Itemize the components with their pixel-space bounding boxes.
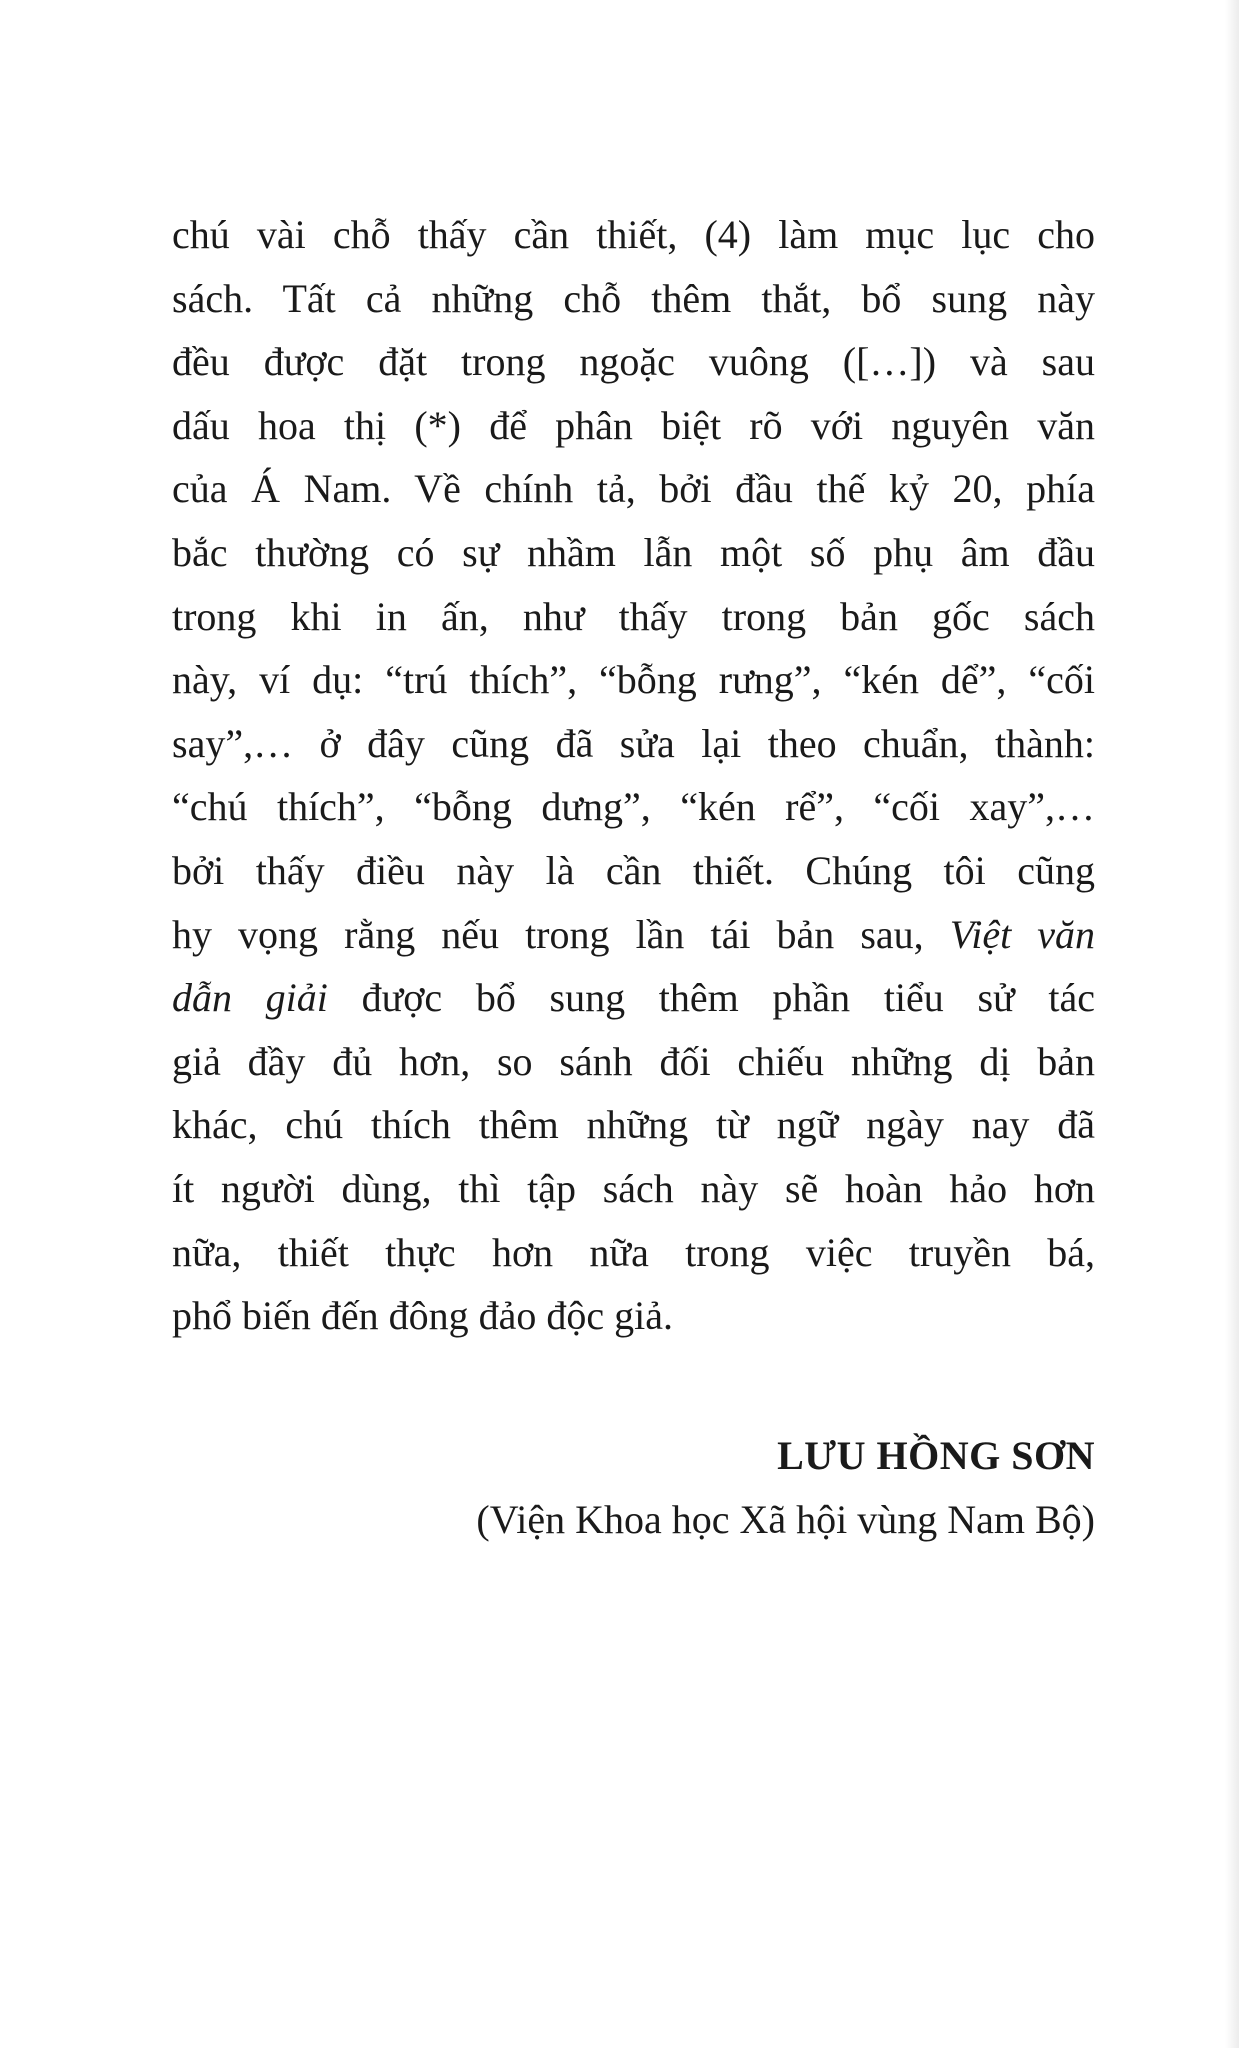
body-paragraph: [172, 203, 1095, 1348]
page-edge-shadow: [1225, 0, 1239, 2048]
text-segment: của Á Nam. Về chính tả, bởi đầu thế kỷ 20, phía: [172, 466, 1095, 512]
text-line: [172, 1157, 1095, 1221]
italic-title-segment: dẫn giải: [172, 975, 328, 1021]
author-affiliation: (Viện Khoa học Xã hội vùng Nam Bộ): [476, 1497, 1095, 1542]
text-segment: “chú thích”, “bỗng dưng”, “kén rể”, “cối xay”,…: [172, 784, 1095, 830]
text-segment: nữa, thiết thực hơn nữa trong việc truyền bá,: [172, 1229, 1095, 1275]
text-line: [172, 203, 1095, 267]
text-segment: dấu hoa thị (*) để phân biệt rõ với nguyên văn: [172, 402, 1095, 448]
text-line: [172, 1221, 1095, 1285]
text-segment: được bổ sung thêm phần tiểu sử tác: [327, 975, 1096, 1021]
text-segment: sách. Tất cả những chỗ thêm thắt, bổ sung này: [172, 275, 1095, 321]
text-line: [172, 1030, 1095, 1094]
text-segment: trong khi in ấn, như thấy trong bản gốc sách: [172, 593, 1095, 639]
text-line: [172, 903, 1095, 967]
text-line: [172, 521, 1095, 585]
text-line: [172, 1284, 1095, 1348]
text-segment: ít người dùng, thì tập sách này sẽ hoàn hảo hơn: [172, 1165, 1095, 1211]
text-line: [172, 712, 1095, 776]
text-line: [172, 330, 1095, 394]
author-name: LƯU HỒNG SƠN: [777, 1433, 1095, 1478]
text-line: [172, 457, 1095, 521]
text-segment: này, ví dụ: “trú thích”, “bỗng rưng”, “kén dể”, “cối: [172, 657, 1095, 703]
text-segment: khác, chú thích thêm những từ ngữ ngày nay đã: [172, 1102, 1095, 1148]
text-line: [172, 775, 1095, 839]
text-line: [172, 648, 1095, 712]
text-line: [172, 1093, 1095, 1157]
italic-title-segment: Việt văn: [949, 911, 1095, 957]
text-segment: bắc thường có sự nhầm lẫn một số phụ âm đầu: [172, 529, 1095, 575]
text-line: [172, 267, 1095, 331]
text-segment: say”,… ở đây cũng đã sửa lại theo chuẩn, thành:: [172, 720, 1095, 766]
text-segment: hy vọng rằng nếu trong lần tái bản sau,: [172, 911, 950, 957]
text-line: [172, 839, 1095, 903]
text-segment: bởi thấy điều này là cần thiết. Chúng tôi cũng: [172, 847, 1095, 893]
text-line: [172, 394, 1095, 458]
text-segment: giả đầy đủ hơn, so sánh đối chiếu những dị bản: [172, 1038, 1095, 1084]
text-segment: đều được đặt trong ngoặc vuông ([…]) và sau: [172, 339, 1095, 385]
text-segment: phổ biến đến đông đảo độc giả.: [172, 1293, 673, 1339]
text-line: [172, 966, 1095, 1030]
text-segment: chú vài chỗ thấy cần thiết, (4) làm mục lục cho: [172, 212, 1095, 257]
text-line: [172, 585, 1095, 649]
